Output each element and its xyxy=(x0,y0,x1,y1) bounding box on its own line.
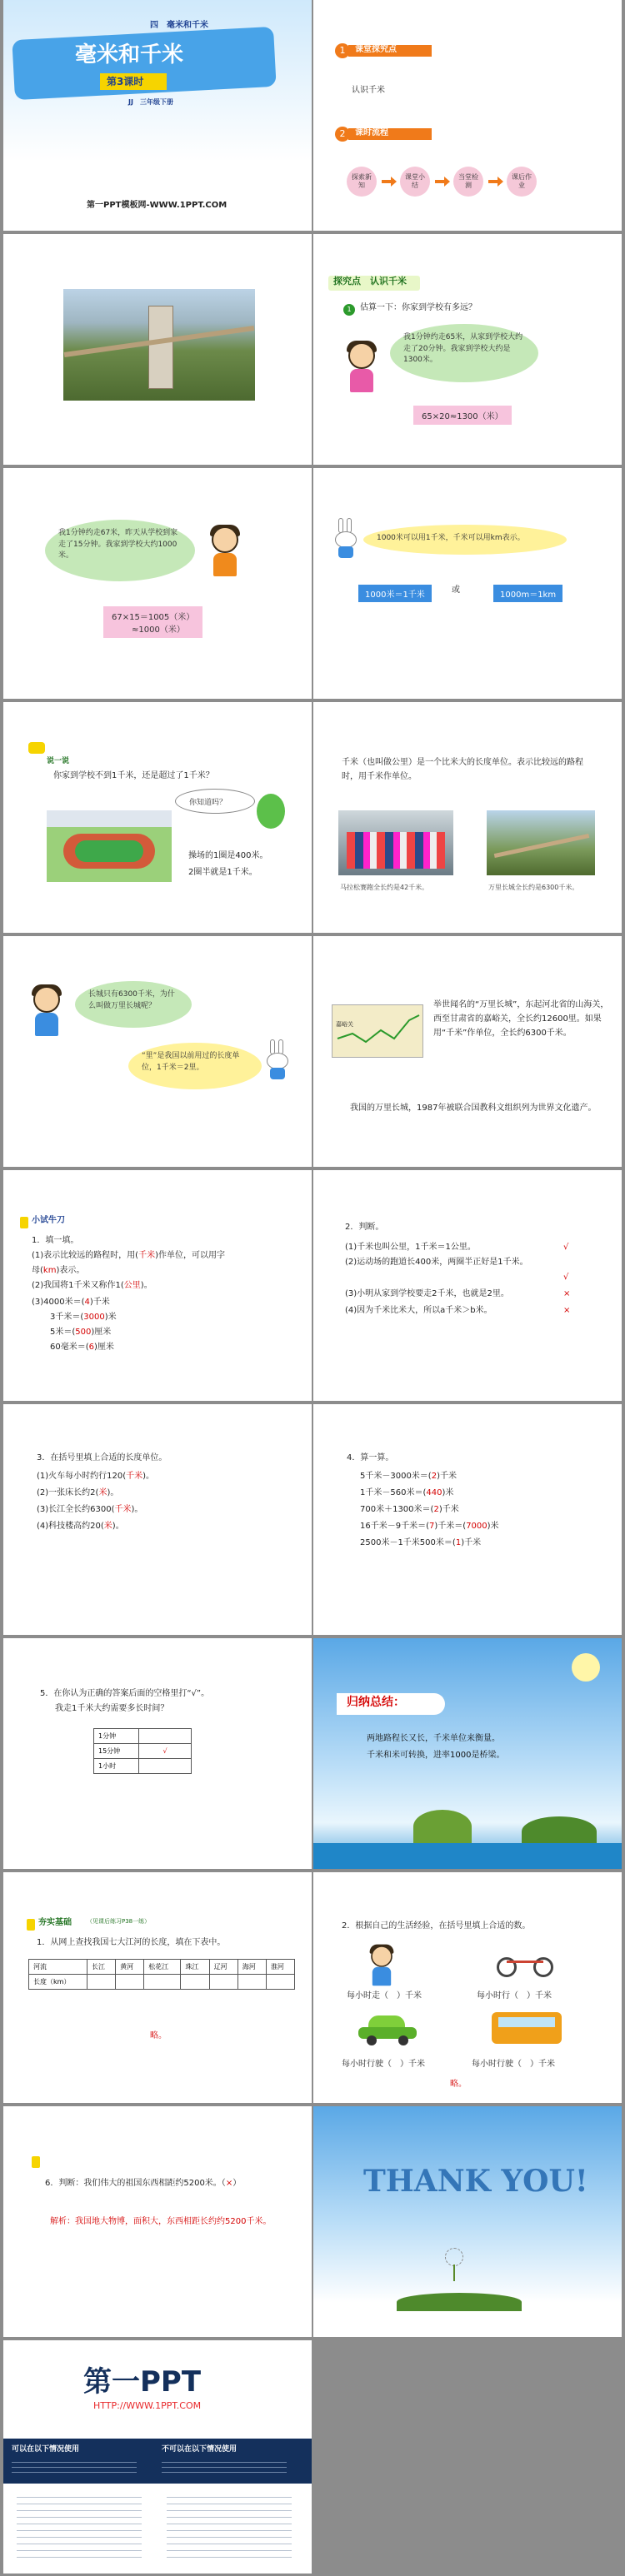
answer: 6 xyxy=(88,1343,95,1352)
table-header: 海河 xyxy=(238,1960,266,1975)
judge-item-3: (3)小明从家到学校要走2千米，也就是2里。 xyxy=(345,1289,509,1298)
speed-car: 每小时行驶（ ）千米 xyxy=(342,2060,425,2069)
site-logo: 第一PPT xyxy=(83,2365,202,2399)
judge-item-2: (2)运动场的跑道长400米，两圈半正好是1千米。 xyxy=(345,1258,528,1267)
fact-line-1: 操场的1圈是400米。 xyxy=(188,851,268,860)
q6-text xyxy=(45,2176,241,2190)
text: (1)火车每小时约行120( xyxy=(37,1472,127,1481)
judge-item-1: (1)千米也叫公里，1千米＝1公里。 xyxy=(345,1243,476,1252)
sea-strip xyxy=(313,1843,622,1869)
table-cell[interactable] xyxy=(238,1975,266,1990)
boy-character xyxy=(207,526,243,578)
q2-title: 2．根据自己的生活经验，在括号里填上合适的数。 xyxy=(342,1921,531,1931)
table-row xyxy=(29,1960,295,1975)
forbidden-title: 不可以在以下情况使用 xyxy=(162,2445,238,2454)
table-cell[interactable] xyxy=(139,1729,192,1744)
table-header: 辽河 xyxy=(209,1960,238,1975)
section1-number: 1 xyxy=(335,43,350,58)
site-label: 第一PPT模板网-WWW.1PPT.COM xyxy=(87,201,228,210)
text: 5米＝( xyxy=(50,1328,76,1337)
answer: 米 xyxy=(98,1488,108,1497)
megaphone-icon xyxy=(28,742,45,754)
flow-step-1: 探索新知 xyxy=(347,167,377,197)
flow-step-4: 课后作业 xyxy=(507,167,537,197)
bus-icon xyxy=(492,2012,562,2044)
judge-answer-1: √ xyxy=(563,1243,569,1252)
text: (3)长江全长约6300( xyxy=(37,1505,115,1514)
calc-box xyxy=(103,606,202,638)
rivers-table xyxy=(28,1959,295,1990)
speed-bus: 每小时行驶（ ）千米 xyxy=(472,2060,555,2069)
frog-character xyxy=(257,794,285,829)
answer: km xyxy=(42,1266,57,1275)
tag-label: 说一说 xyxy=(47,757,70,765)
site-url: HTTP://WWW.1PPT.COM xyxy=(93,2400,202,2411)
judge-answer-2: √ xyxy=(563,1273,569,1282)
wall-route-icon xyxy=(332,1005,424,1059)
table-cell[interactable] xyxy=(144,1975,181,1990)
slide-km-definition[interactable] xyxy=(313,468,622,699)
slide-summary[interactable] xyxy=(313,1638,622,1869)
text: )。 xyxy=(131,1505,143,1514)
calc-item-1 xyxy=(360,1469,457,1483)
boy-character xyxy=(28,986,65,1038)
or-label: 或 xyxy=(452,585,460,595)
text: 60毫米＝( xyxy=(50,1343,89,1352)
unit-item-4 xyxy=(37,1519,124,1533)
forbidden-list-lines xyxy=(162,2462,287,2475)
text: )。 xyxy=(140,1281,152,1290)
table-row xyxy=(94,1729,192,1744)
table-header: 淮河 xyxy=(266,1960,294,1975)
table-cell: 1小时 xyxy=(94,1759,139,1774)
table-cell[interactable] xyxy=(209,1975,238,1990)
q1c2 xyxy=(50,1310,117,1324)
table-row xyxy=(94,1759,192,1774)
slide-thank-you[interactable] xyxy=(313,2106,622,2337)
text: (4)科技楼高约20( xyxy=(37,1522,104,1531)
marathon-photo xyxy=(338,810,453,875)
answer-note: 略。 xyxy=(450,2080,467,2089)
table-cell[interactable] xyxy=(181,1975,209,1990)
unit-item-1 xyxy=(37,1469,154,1483)
caption-marathon: 马拉松赛跑全长约是42千米。 xyxy=(340,884,429,891)
text: 700米＋1300米＝( xyxy=(360,1505,434,1514)
table-cell[interactable] xyxy=(88,1975,116,1990)
speech-bubble: 我1分钟约走67米，昨天从学校到家走了15分钟。我家到学校大约1000米。 xyxy=(45,520,195,581)
car-icon xyxy=(358,2015,417,2044)
lesson-label: 第3课时 xyxy=(107,76,144,87)
great-wall-photo xyxy=(487,810,595,875)
map-label: 嘉峪关 xyxy=(336,1021,353,1028)
text: )米 xyxy=(487,1522,499,1531)
tag-note: （见课后练习P38一练） xyxy=(87,1918,151,1925)
q1a2 xyxy=(32,1263,84,1278)
table-row xyxy=(94,1744,192,1759)
rabbit-character xyxy=(265,1039,290,1079)
question-number: 1 xyxy=(343,304,355,316)
answer: 千米 xyxy=(126,1472,143,1481)
question-text: 估算一下：你家到学校有多远？ xyxy=(360,303,477,312)
speed-walk: 每小时走（ ）千米 xyxy=(347,1991,422,2001)
flow-arrow-icon xyxy=(382,180,392,183)
q1a xyxy=(32,1248,225,1263)
tag-label: 小试牛刀 xyxy=(32,1216,65,1225)
answer: × xyxy=(225,2179,233,2188)
answer: 2 xyxy=(433,1505,439,1514)
grade-label: JJ 三年级下册 xyxy=(128,98,173,106)
question-text: 你家到学校不到1千米，还是超过了1千米？ xyxy=(53,771,214,780)
grass-mound xyxy=(397,2293,522,2311)
text: (2)我国将1千米又称作1( xyxy=(32,1281,124,1290)
text: (1)表示比较远的路程时，用( xyxy=(32,1251,139,1260)
great-wall-photo xyxy=(63,289,255,401)
q1c4 xyxy=(50,1340,114,1354)
table-header: 珠江 xyxy=(181,1960,209,1975)
text: )表示。 xyxy=(56,1266,85,1275)
q1c1 xyxy=(32,1295,110,1309)
walking-boy-icon xyxy=(367,1946,396,1987)
speech-bubble: 我1分钟约走65米，从家到学校大约走了20分钟。我家到学校大约是1300米。 xyxy=(390,324,538,382)
explanation: 解析：我国地大物博，面积大，东西相距长约约5200千米。 xyxy=(50,2217,272,2226)
answer: 2 xyxy=(431,1472,438,1481)
text: 母( xyxy=(32,1266,43,1275)
page-title: 毫米和千米 xyxy=(75,42,184,67)
table-header: 长江 xyxy=(88,1960,116,1975)
dandelion-icon xyxy=(438,2248,472,2281)
answer: 1 xyxy=(455,1538,462,1547)
text: )。 xyxy=(142,1472,155,1481)
text: )千米 xyxy=(437,1472,457,1481)
text: )米 xyxy=(104,1313,117,1322)
text: )千米 xyxy=(461,1538,482,1547)
table-cell[interactable]: √ xyxy=(139,1744,192,1759)
q1-title: 1．填一填。 xyxy=(32,1236,79,1245)
text: )厘米 xyxy=(91,1328,112,1337)
speech-bubble: 1000米可以用1千米，千米可以用km表示。 xyxy=(363,525,567,555)
q1c3 xyxy=(50,1325,111,1339)
calc-item-2 xyxy=(360,1486,453,1500)
text: )千米＝( xyxy=(434,1522,467,1531)
slide-outline[interactable] xyxy=(313,0,622,231)
judge-answer-3: × xyxy=(563,1289,571,1298)
q5-sub: 我走1千米大约需要多长时间？ xyxy=(55,1704,169,1713)
summary-line-1: 两地路程长又长，千米单位来衡量。 xyxy=(367,1734,500,1743)
text: 16千米－9千米＝( xyxy=(360,1522,429,1531)
text: )作单位，可以用字 xyxy=(155,1251,225,1260)
playground-photo xyxy=(47,810,172,882)
section2-title: 课时流程 xyxy=(355,128,388,137)
slide-quiz-units[interactable] xyxy=(3,1404,312,1635)
table-cell: 1分钟 xyxy=(94,1729,139,1744)
text: 3千米＝( xyxy=(50,1313,84,1322)
bicycle-icon xyxy=(497,1949,555,1979)
answer-note: 略。 xyxy=(150,2031,167,2040)
wall-text: 举世闻名的“万里长城”，东起河北省的山海关，西至甘肃省的嘉峪关，全长约12600里。如果用“千米”作单位，全长约6300千米。 xyxy=(433,1000,609,1038)
slide-great-wall[interactable] xyxy=(3,234,312,465)
calc-item-4 xyxy=(360,1519,499,1533)
flow-step-3: 当堂检测 xyxy=(453,167,483,197)
answer: 500 xyxy=(75,1328,92,1337)
flow-step-2: 课堂小结 xyxy=(400,167,430,197)
equation-box-2: 1000m＝1km xyxy=(493,585,562,602)
slide-credits[interactable] xyxy=(3,2340,312,2574)
wall-map xyxy=(332,1004,423,1058)
table-row xyxy=(29,1975,295,1990)
text: )米 xyxy=(442,1488,454,1497)
calc-line-1: 67×15＝1005（米） xyxy=(112,613,195,622)
calc-box: 65×20≈1300（米） xyxy=(413,406,512,425)
unit-item-3 xyxy=(37,1502,142,1517)
judge-item-4: (4)因为千米比米大，所以a千米＞b米。 xyxy=(345,1306,492,1315)
slide-cover[interactable] xyxy=(3,0,312,231)
answer: 440 xyxy=(426,1488,442,1497)
girl-character xyxy=(343,342,380,394)
text: )千米 xyxy=(89,1298,110,1307)
table-cell: 15分钟 xyxy=(94,1744,139,1759)
slide-basics-rivers[interactable] xyxy=(3,1872,312,2103)
allowed-title: 可以在以下情况使用 xyxy=(12,2445,80,2454)
equation-box-1: 1000米＝1千米 xyxy=(358,585,432,602)
slide-km-intro[interactable] xyxy=(313,702,622,933)
summary-line-2: 千米和米可转换，进率1000是桥梁。 xyxy=(367,1751,505,1760)
rabbit-character xyxy=(333,518,358,558)
thank-you-title: THANK YOU! xyxy=(363,2164,588,2199)
slide-walk-calc[interactable] xyxy=(3,468,312,699)
text: )。 xyxy=(107,1488,119,1497)
table-header: 松花江 xyxy=(144,1960,181,1975)
judge-answer-4: × xyxy=(563,1306,571,1315)
stone-stele xyxy=(148,306,173,389)
summary-title: 归纳总结： xyxy=(347,1696,405,1709)
medal-icon xyxy=(20,1217,28,1228)
medal-icon xyxy=(27,1919,35,1931)
table-cell[interactable] xyxy=(116,1975,144,1990)
text: 1千米－560米＝( xyxy=(360,1488,427,1497)
fact-line-2: 2圈半就是1千米。 xyxy=(188,868,258,877)
table-cell: 长度（km） xyxy=(29,1975,88,1990)
answer: 公里 xyxy=(123,1281,141,1290)
medal-icon xyxy=(32,2156,40,2168)
slide-li-unit[interactable] xyxy=(3,936,312,1167)
speech-bubble-answer: “里”是我国以前用过的长度单位，1千米＝2里。 xyxy=(128,1043,262,1089)
calc-item-5 xyxy=(360,1536,481,1550)
link-list-left xyxy=(17,2497,142,2560)
text: 5千米－3000米＝( xyxy=(360,1472,432,1481)
answer: 米 xyxy=(103,1522,112,1531)
slide-quiz-calc[interactable] xyxy=(313,1404,622,1635)
calc-item-3 xyxy=(360,1502,459,1517)
q1b xyxy=(32,1278,152,1293)
table-header: 黄河 xyxy=(116,1960,144,1975)
wall-text-heritage: 我国的万里长城，1987年被联合国教科文组织列为世界文化遗产。 xyxy=(350,1104,597,1113)
island-icon xyxy=(413,1810,472,1843)
caption-great-wall: 万里长城全长约是6300千米。 xyxy=(488,884,579,891)
q2-title: 2．判断。 xyxy=(345,1223,384,1232)
flow-arrow-icon xyxy=(488,180,498,183)
section1-item: 认识千米 xyxy=(352,86,385,95)
text: )厘米 xyxy=(94,1343,114,1352)
island-icon xyxy=(522,1816,597,1846)
slide-judge-distance[interactable] xyxy=(3,2106,312,2337)
section1-title: 课堂探究点 xyxy=(355,45,397,54)
unit-label: 四 毫米和千米 xyxy=(150,21,208,30)
tag-label: 夯实基础 xyxy=(38,1918,72,1927)
text: (3)4000米＝( xyxy=(32,1298,85,1307)
text: (2)一张床长约2( xyxy=(37,1488,99,1497)
speed-bike: 每小时行（ ）千米 xyxy=(477,1991,552,2001)
sun-icon xyxy=(572,1653,600,1682)
q5-title: 5．在你认为正确的答案后面的空格里打“√”。 xyxy=(40,1689,210,1698)
answer-table xyxy=(93,1728,192,1774)
answer: 4 xyxy=(84,1298,90,1307)
allowed-list-lines xyxy=(12,2462,137,2475)
text: ） xyxy=(232,2179,242,2188)
intro-text: 千米（也叫做公里）是一个比米大的长度单位。表示比较远的路程时，用千米作单位。 xyxy=(342,758,583,781)
section2-number: 2 xyxy=(335,127,350,142)
slide-quiz-fill[interactable] xyxy=(3,1170,312,1401)
tag-title: 认识千米 xyxy=(370,276,407,286)
answer: 千米 xyxy=(114,1505,132,1514)
slide-estimate[interactable] xyxy=(313,234,622,465)
slide-speeds[interactable] xyxy=(313,1872,622,2103)
q1-title: 1．从网上查找我国七大江河的长度，填在下表中。 xyxy=(37,1938,226,1947)
slide-discussion[interactable] xyxy=(3,702,312,933)
speech-bubble: 你知道吗？ xyxy=(175,789,255,814)
table-header: 河流 xyxy=(29,1960,88,1975)
answer: 7 xyxy=(429,1522,435,1531)
answer: 千米 xyxy=(138,1251,156,1260)
answer: 7000 xyxy=(466,1522,488,1531)
slide-wall-history[interactable] xyxy=(313,936,622,1167)
calc-line-2: ≈1000（米） xyxy=(132,625,185,635)
text: 6．判断：我们伟大的祖国东西相距约5200米。（ xyxy=(45,2179,226,2188)
q3-title: 3．在括号里填上合适的长度单位。 xyxy=(37,1453,168,1462)
answer: 3000 xyxy=(83,1313,105,1322)
text: 2500米－1千米500米＝( xyxy=(360,1538,456,1547)
table-cell[interactable] xyxy=(139,1759,192,1774)
table-cell[interactable] xyxy=(266,1975,294,1990)
tag-label: 探究点 xyxy=(333,276,361,286)
flow-arrow-icon xyxy=(435,180,445,183)
text: )千米 xyxy=(438,1505,459,1514)
speech-bubble-question: 长城只有6300千米，为什么叫做万里长城呢？ xyxy=(75,981,192,1028)
unit-item-2 xyxy=(37,1486,118,1500)
q4-title: 4．算一算。 xyxy=(347,1453,394,1462)
text: )。 xyxy=(112,1522,124,1531)
slide-quiz-time[interactable] xyxy=(3,1638,312,1869)
slide-quiz-judge[interactable] xyxy=(313,1170,622,1401)
link-list-right xyxy=(167,2497,292,2560)
